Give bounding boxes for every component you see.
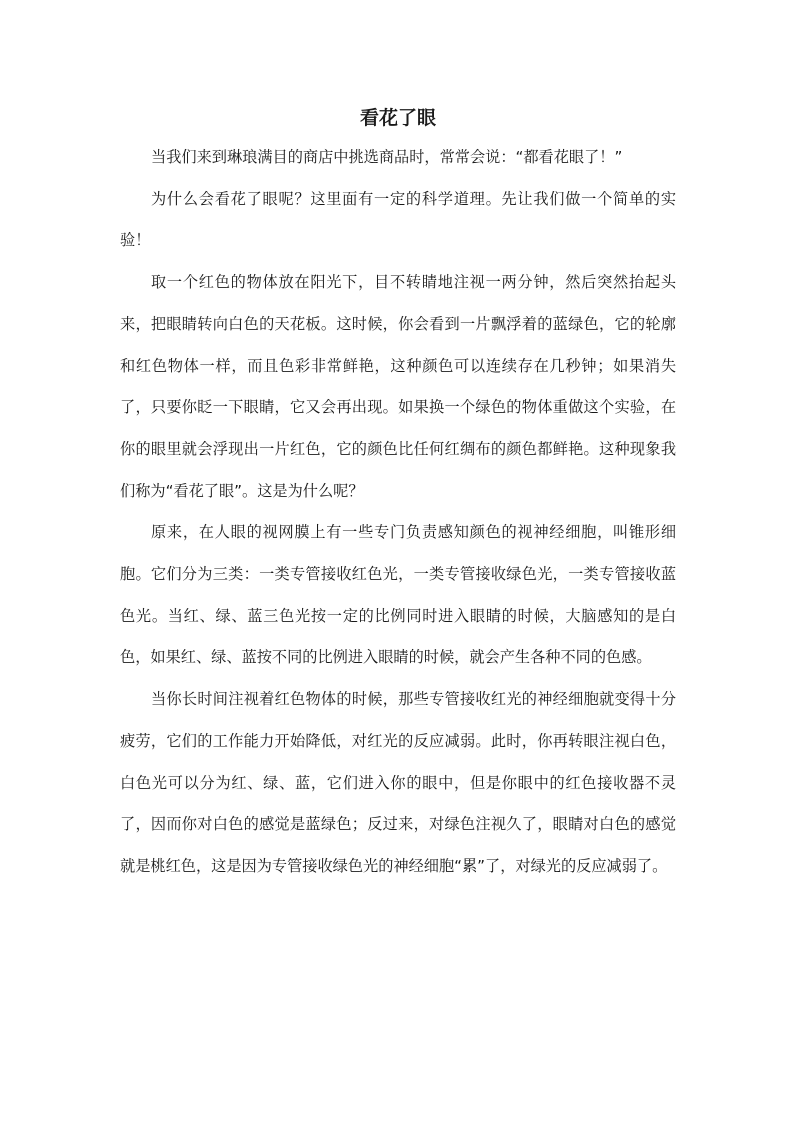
- paragraph-4: 原来，在人眼的视网膜上有一些专门负责感知颜色的视神经细胞，叫锥形细胞。它们分为三类：一类专管接收红色光，一类专管接收绿色光，一类专管接收蓝色光。当红、绿、蓝三色光按一定的比例同时进入眼睛的时候，大脑感知的是白色，如果红、绿、蓝按不同的比例进入眼睛的时候，就会产生各种不同的色感。: [120, 523, 676, 667]
- paragraph-1: 当我们来到琳琅满目的商店中挑选商品时，常常会说：“都看花眼了！”: [151, 148, 623, 166]
- paragraph-5: 当你长时间注视着红色物体的时候，那些专管接收红光的神经细胞就变得十分疲劳，它们的工作能力开始降低，对红光的反应减弱。此时，你再转眼注视白色，白色光可以分为红、绿、蓝，它们进入你的眼中，但是你眼中的红色接收器不灵了，因而你对白色的感觉是蓝绿色；反过来，对绿色注视久了，眼睛对白色的感觉就是桃红色，这是因为专管接收绿色光的神经细胞“累”了，对绿光的反应减弱了。: [120, 690, 676, 875]
- paragraph-3: 取一个红色的物体放在阳光下，目不转睛地注视一两分钟，然后突然抬起头来，把眼睛转向白色的天花板。这时候，你会看到一片飘浮着的蓝绿色，它的轮廓和红色物体一样，而且色彩非常鲜艳，这种颜色可以连续存在几秒钟；如果消失了，只要你眨一下眼睛，它又会再出现。如果换一个绿色的物体重做这个实验，在你的眼里就会浮现出一片红色，它的颜色比任何红绸布的颜色都鲜艳。这种现象我们称为“看花了眼”。这是为什么呢？: [120, 273, 676, 500]
- paragraph-2: 为什么会看花了眼呢？这里面有一定的科学道理。先让我们做一个简单的实验！: [120, 189, 676, 250]
- document-title: 看花了眼: [359, 107, 436, 129]
- document-page: [120, 103, 676, 888]
